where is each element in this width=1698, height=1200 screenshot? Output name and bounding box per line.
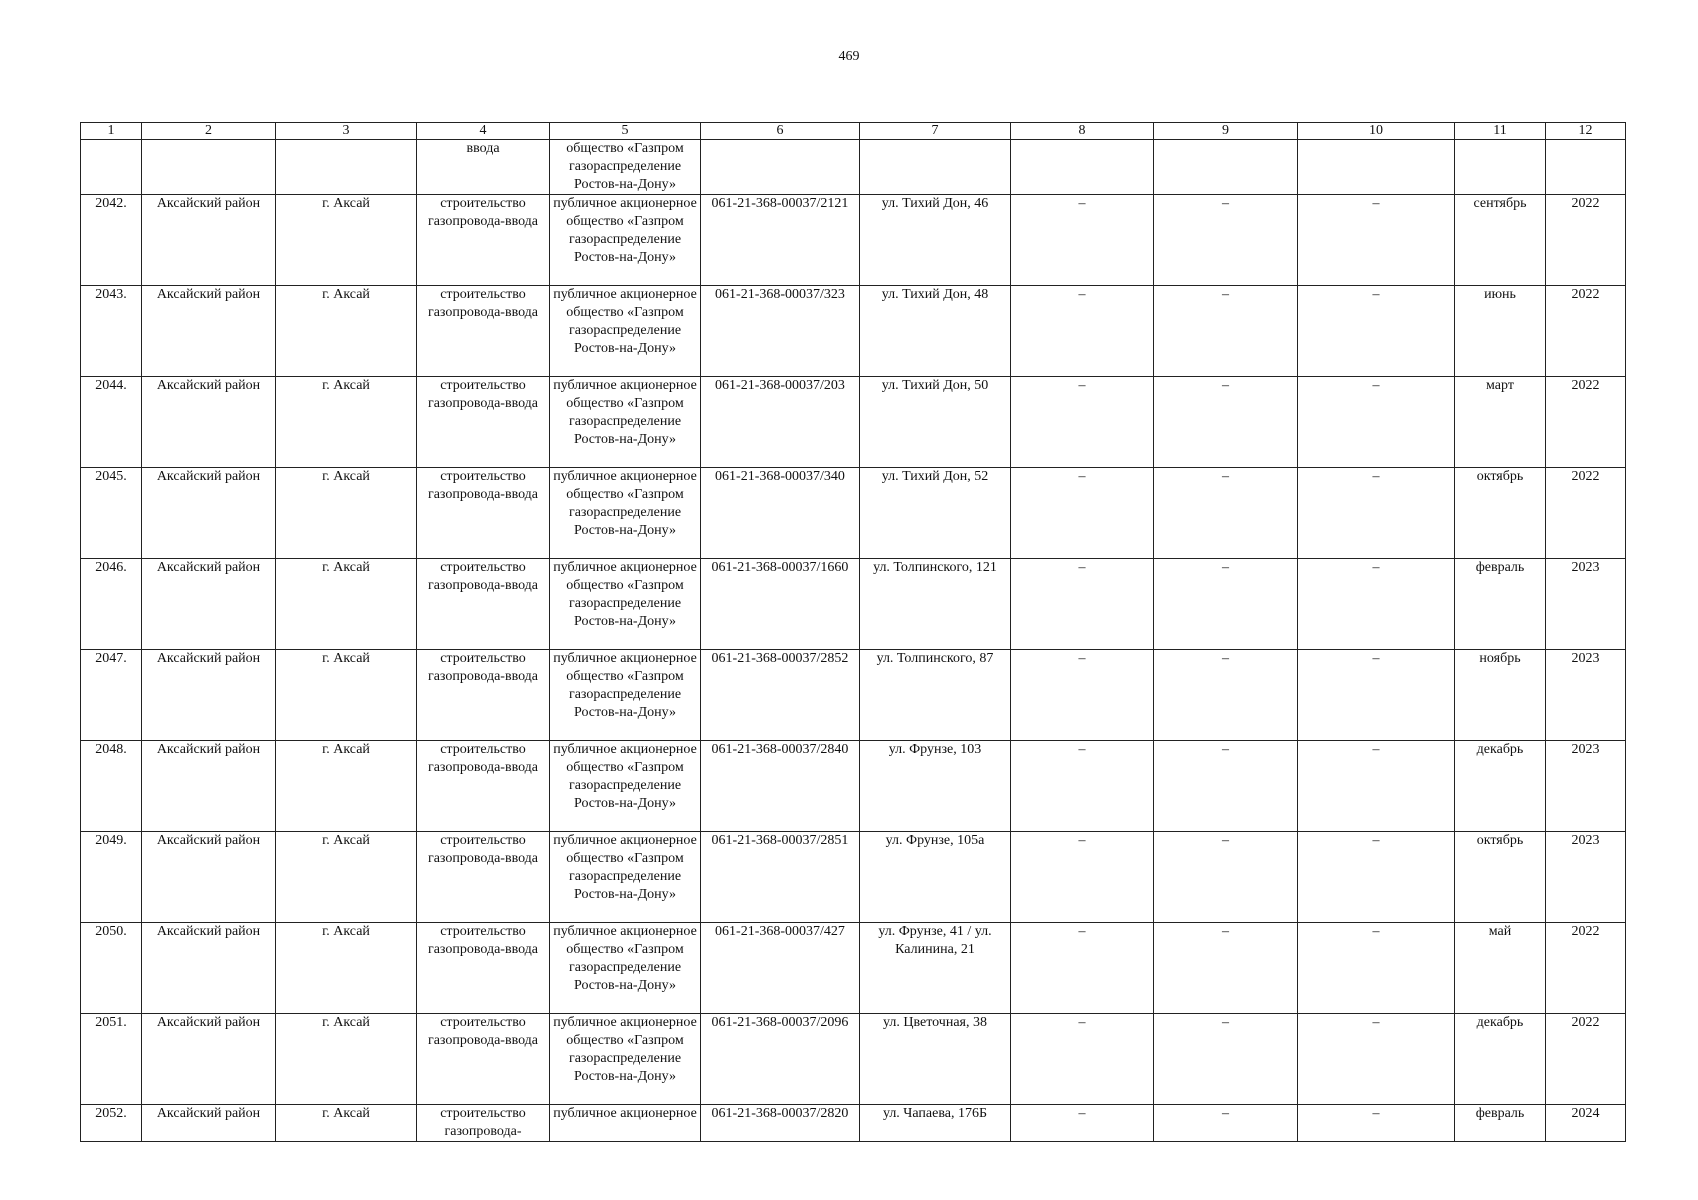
cell-city: г. Аксай <box>276 832 417 923</box>
column-header: 10 <box>1298 123 1455 140</box>
cell-col10: – <box>1298 468 1455 559</box>
cell-col9: – <box>1154 1105 1298 1142</box>
cell-work-type: строительство газопровода-ввода <box>417 923 550 1014</box>
table-row <box>81 1014 1626 1105</box>
cell-city <box>276 140 417 195</box>
cell-city: г. Аксай <box>276 286 417 377</box>
cell-col9: – <box>1154 468 1298 559</box>
cell-organization: публичное акционерное общество «Газпром газораспределение Ростов-на-Дону» <box>550 650 701 741</box>
column-header: 8 <box>1011 123 1154 140</box>
cell-address: ул. Тихий Дон, 52 <box>860 468 1011 559</box>
cell-work-type: строительство газопровода-ввода <box>417 286 550 377</box>
cell-address: ул. Фрунзе, 103 <box>860 741 1011 832</box>
cell-month: февраль <box>1455 559 1546 650</box>
cell-col10: – <box>1298 195 1455 286</box>
cell-month: октябрь <box>1455 832 1546 923</box>
cell-work-type: строительство газопровода-ввода <box>417 377 550 468</box>
cell-code: 061-21-368-00037/2852 <box>701 650 860 741</box>
cell-organization: публичное акционерное общество «Газпром газораспределение Ростов-на-Дону» <box>550 286 701 377</box>
cell-city: г. Аксай <box>276 559 417 650</box>
cell-organization: публичное акционерное общество «Газпром газораспределение Ростов-на-Дону» <box>550 923 701 1014</box>
cell-number <box>81 140 142 195</box>
cell-code: 061-21-368-00037/1660 <box>701 559 860 650</box>
cell-organization: публичное акционерное общество «Газпром газораспределение Ростов-на-Дону» <box>550 559 701 650</box>
cell-district: Аксайский район <box>142 923 276 1014</box>
cell-address: ул. Тихий Дон, 46 <box>860 195 1011 286</box>
cell-district: Аксайский район <box>142 468 276 559</box>
cell-district: Аксайский район <box>142 195 276 286</box>
table-row <box>81 468 1626 559</box>
column-header: 4 <box>417 123 550 140</box>
table-row <box>81 286 1626 377</box>
cell-city: г. Аксай <box>276 1014 417 1105</box>
cell-col8: – <box>1011 468 1154 559</box>
cell-col10: – <box>1298 923 1455 1014</box>
cell-col10: – <box>1298 741 1455 832</box>
cell-address <box>860 140 1011 195</box>
table-row <box>81 195 1626 286</box>
cell-month: сентябрь <box>1455 195 1546 286</box>
cell-month: ноябрь <box>1455 650 1546 741</box>
cell-col9: – <box>1154 741 1298 832</box>
cell-number: 2045. <box>81 468 142 559</box>
cell-year: 2022 <box>1546 468 1626 559</box>
cell-col8: – <box>1011 1014 1154 1105</box>
cell-col9: – <box>1154 650 1298 741</box>
cell-month: июнь <box>1455 286 1546 377</box>
cell-col8: – <box>1011 286 1154 377</box>
page-number: 469 <box>838 49 860 64</box>
table-body <box>81 123 1626 1142</box>
cell-col10: – <box>1298 832 1455 923</box>
cell-work-type: строительство газопровода-ввода <box>417 741 550 832</box>
cell-address: ул. Фрунзе, 105а <box>860 832 1011 923</box>
cell-year: 2022 <box>1546 1014 1626 1105</box>
cell-year: 2022 <box>1546 286 1626 377</box>
cell-year: 2023 <box>1546 650 1626 741</box>
cell-month <box>1455 140 1546 195</box>
cell-col9 <box>1154 140 1298 195</box>
cell-address: ул. Фрунзе, 41 / ул. Калинина, 21 <box>860 923 1011 1014</box>
cell-year: 2023 <box>1546 741 1626 832</box>
cell-city: г. Аксай <box>276 377 417 468</box>
cell-col9: – <box>1154 286 1298 377</box>
cell-address: ул. Чапаева, 176Б <box>860 1105 1011 1142</box>
cell-col9: – <box>1154 377 1298 468</box>
cell-number: 2049. <box>81 832 142 923</box>
cell-organization: публичное акционерное общество «Газпром газораспределение Ростов-на-Дону» <box>550 195 701 286</box>
table-row <box>81 1105 1626 1142</box>
cell-col10: – <box>1298 559 1455 650</box>
cell-code: 061-21-368-00037/2820 <box>701 1105 860 1142</box>
cell-district: Аксайский район <box>142 832 276 923</box>
cell-district: Аксайский район <box>142 741 276 832</box>
cell-col9: – <box>1154 1014 1298 1105</box>
cell-code: 061-21-368-00037/323 <box>701 286 860 377</box>
cell-organization: общество «Газпром газораспределение Ростов-на-Дону» <box>550 140 701 195</box>
cell-col8 <box>1011 140 1154 195</box>
cell-code: 061-21-368-00037/2096 <box>701 1014 860 1105</box>
cell-work-type: строительство газопровода-ввода <box>417 195 550 286</box>
cell-col10 <box>1298 140 1455 195</box>
cell-code: 061-21-368-00037/427 <box>701 923 860 1014</box>
cell-district: Аксайский район <box>142 1014 276 1105</box>
cell-year: 2023 <box>1546 832 1626 923</box>
column-header: 3 <box>276 123 417 140</box>
cell-city: г. Аксай <box>276 741 417 832</box>
cell-col9: – <box>1154 195 1298 286</box>
cell-organization: публичное акционерное общество «Газпром газораспределение Ростов-на-Дону» <box>550 377 701 468</box>
cell-work-type: строительство газопровода-ввода <box>417 468 550 559</box>
table-row <box>81 559 1626 650</box>
cell-address: ул. Тихий Дон, 48 <box>860 286 1011 377</box>
cell-number: 2052. <box>81 1105 142 1142</box>
register-table <box>80 122 1626 1142</box>
cell-address: ул. Толпинского, 87 <box>860 650 1011 741</box>
column-header: 7 <box>860 123 1011 140</box>
cell-code: 061-21-368-00037/203 <box>701 377 860 468</box>
cell-code: 061-21-368-00037/2851 <box>701 832 860 923</box>
cell-code <box>701 140 860 195</box>
cell-month: май <box>1455 923 1546 1014</box>
table-row-continued <box>81 140 1626 195</box>
cell-col10: – <box>1298 377 1455 468</box>
cell-work-type: строительство газопровода-ввода <box>417 1014 550 1105</box>
cell-col8: – <box>1011 923 1154 1014</box>
cell-col10: – <box>1298 1014 1455 1105</box>
cell-year: 2022 <box>1546 923 1626 1014</box>
cell-year: 2022 <box>1546 377 1626 468</box>
cell-district: Аксайский район <box>142 377 276 468</box>
cell-col8: – <box>1011 559 1154 650</box>
cell-work-type: строительство газопровода-ввода <box>417 650 550 741</box>
cell-city: г. Аксай <box>276 923 417 1014</box>
cell-year <box>1546 140 1626 195</box>
cell-month: декабрь <box>1455 1014 1546 1105</box>
cell-col8: – <box>1011 1105 1154 1142</box>
table-row <box>81 741 1626 832</box>
table-row <box>81 377 1626 468</box>
cell-work-type: строительство газопровода- <box>417 1105 550 1142</box>
cell-col8: – <box>1011 377 1154 468</box>
cell-work-type: строительство газопровода-ввода <box>417 832 550 923</box>
cell-col9: – <box>1154 923 1298 1014</box>
cell-code: 061-21-368-00037/2840 <box>701 741 860 832</box>
column-header: 2 <box>142 123 276 140</box>
table-row <box>81 650 1626 741</box>
cell-city: г. Аксай <box>276 650 417 741</box>
cell-district <box>142 140 276 195</box>
cell-col9: – <box>1154 559 1298 650</box>
cell-month: март <box>1455 377 1546 468</box>
cell-code: 061-21-368-00037/2121 <box>701 195 860 286</box>
cell-col10: – <box>1298 650 1455 741</box>
cell-organization: публичное акционерное общество «Газпром газораспределение Ростов-на-Дону» <box>550 468 701 559</box>
cell-number: 2043. <box>81 286 142 377</box>
cell-year: 2023 <box>1546 559 1626 650</box>
cell-address: ул. Тихий Дон, 50 <box>860 377 1011 468</box>
cell-number: 2046. <box>81 559 142 650</box>
cell-month: декабрь <box>1455 741 1546 832</box>
cell-organization: публичное акционерное общество «Газпром газораспределение Ростов-на-Дону» <box>550 1014 701 1105</box>
cell-work-type: ввода <box>417 140 550 195</box>
column-header: 5 <box>550 123 701 140</box>
cell-address: ул. Цветочная, 38 <box>860 1014 1011 1105</box>
cell-number: 2044. <box>81 377 142 468</box>
column-header: 9 <box>1154 123 1298 140</box>
table-row <box>81 832 1626 923</box>
cell-col8: – <box>1011 741 1154 832</box>
cell-month: февраль <box>1455 1105 1546 1142</box>
cell-col8: – <box>1011 650 1154 741</box>
column-header: 11 <box>1455 123 1546 140</box>
cell-district: Аксайский район <box>142 1105 276 1142</box>
cell-city: г. Аксай <box>276 1105 417 1142</box>
cell-number: 2042. <box>81 195 142 286</box>
table-header-row <box>81 123 1626 140</box>
cell-number: 2047. <box>81 650 142 741</box>
cell-organization: публичное акционерное общество «Газпром газораспределение Ростов-на-Дону» <box>550 832 701 923</box>
column-header: 1 <box>81 123 142 140</box>
cell-organization: публичное акционерное <box>550 1105 701 1142</box>
cell-col9: – <box>1154 832 1298 923</box>
cell-month: октябрь <box>1455 468 1546 559</box>
cell-address: ул. Толпинского, 121 <box>860 559 1011 650</box>
cell-col10: – <box>1298 1105 1455 1142</box>
cell-code: 061-21-368-00037/340 <box>701 468 860 559</box>
cell-number: 2048. <box>81 741 142 832</box>
cell-district: Аксайский район <box>142 559 276 650</box>
cell-city: г. Аксай <box>276 195 417 286</box>
cell-district: Аксайский район <box>142 650 276 741</box>
column-header: 12 <box>1546 123 1626 140</box>
column-header: 6 <box>701 123 860 140</box>
cell-number: 2051. <box>81 1014 142 1105</box>
cell-city: г. Аксай <box>276 468 417 559</box>
cell-col8: – <box>1011 832 1154 923</box>
cell-col8: – <box>1011 195 1154 286</box>
cell-col10: – <box>1298 286 1455 377</box>
cell-year: 2022 <box>1546 195 1626 286</box>
cell-organization: публичное акционерное общество «Газпром газораспределение Ростов-на-Дону» <box>550 741 701 832</box>
cell-number: 2050. <box>81 923 142 1014</box>
cell-work-type: строительство газопровода-ввода <box>417 559 550 650</box>
table-row <box>81 923 1626 1014</box>
cell-district: Аксайский район <box>142 286 276 377</box>
cell-year: 2024 <box>1546 1105 1626 1142</box>
